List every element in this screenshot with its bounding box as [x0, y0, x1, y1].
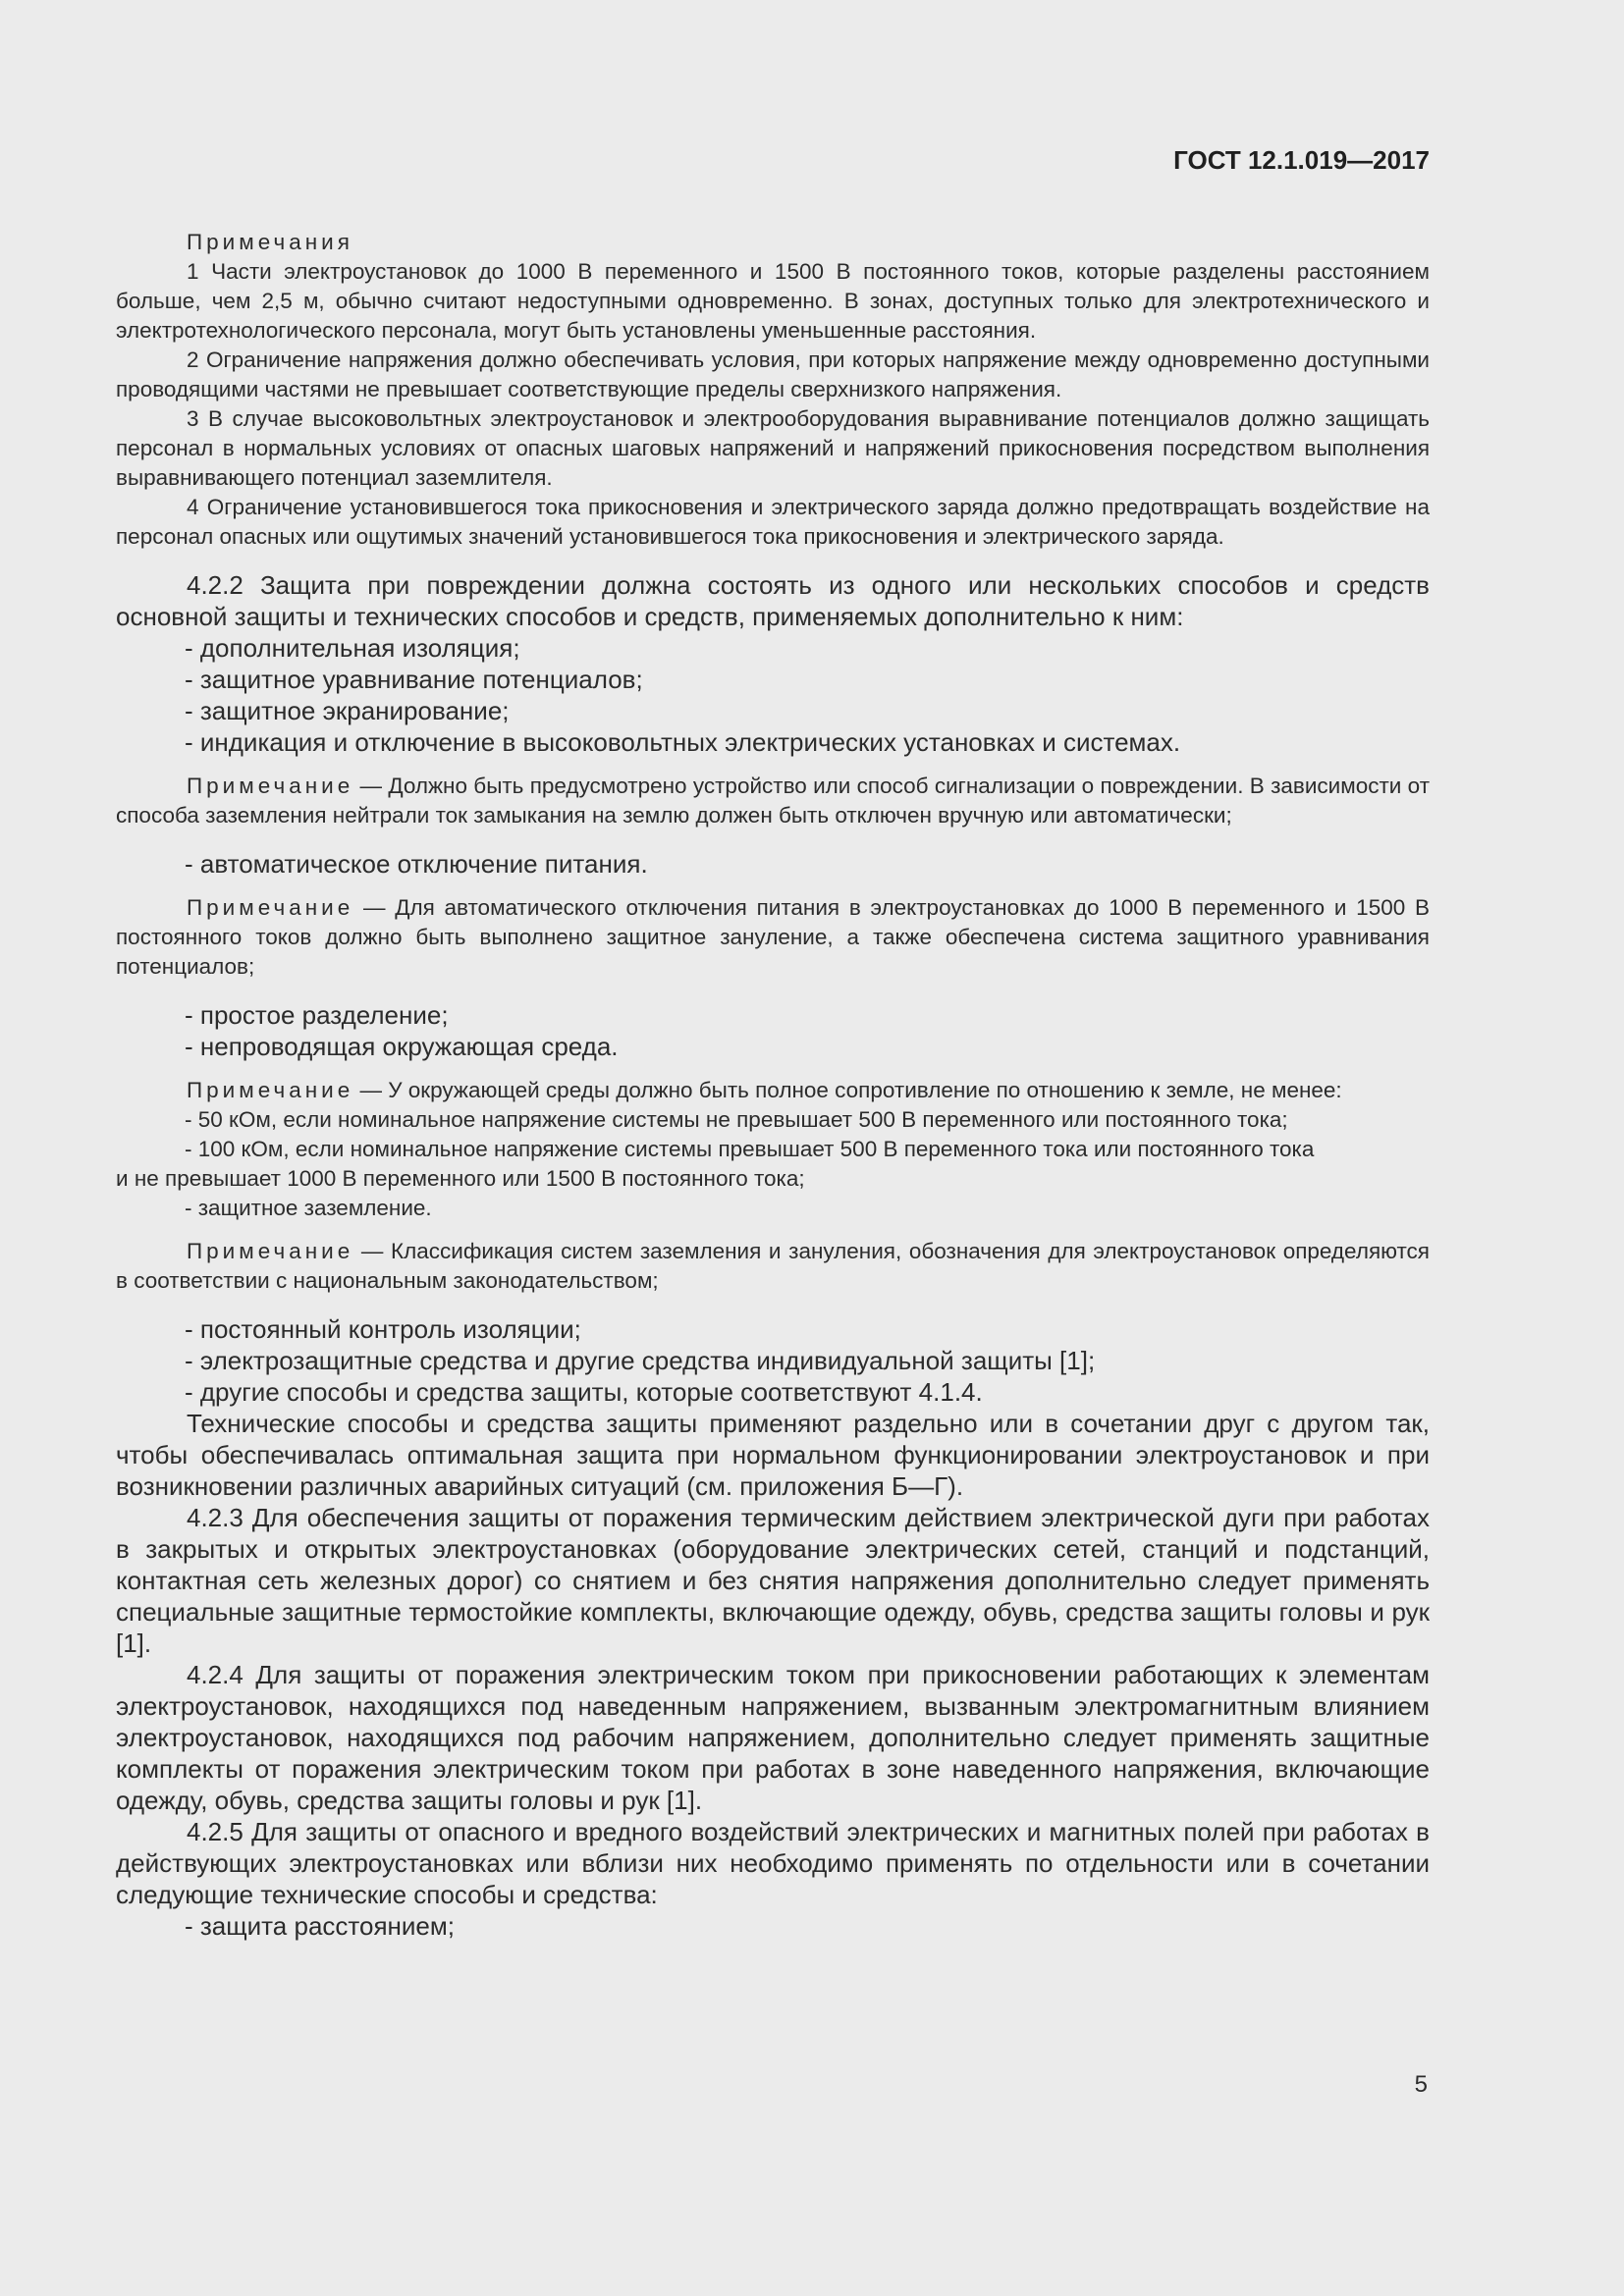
note-2: 2 Ограничение напряжения должно обеспечивать условия, при которых напряжение между одновременно доступными проводящими частями не превышает соответствующие пределы сверхнизкого напряжения. [116, 347, 1430, 401]
list-item: - защитное уравнивание потенциалов; [185, 665, 643, 694]
note-fault-signaling [116, 772, 1430, 830]
list-item: - электрозащитные средства и другие средства индивидуальной защиты [1]; [185, 1346, 1096, 1375]
note-4: 4 Ограничение установившегося тока прикосновения и электрического заряда должно предотвращать воздействие на персонал опасных или ощутимых значений установившегося тока прикосновения и электрического заряда. [116, 495, 1430, 549]
list-item: - защитное экранирование; [185, 696, 510, 725]
note-label: Примечание [187, 1239, 354, 1263]
note-environment [116, 1076, 1430, 1223]
list-item: - автоматическое отключение питания. [185, 849, 648, 879]
section-4-2-2-text: 4.2.2 Защита при повреждении должна состоять из одного или нескольких способов и средств основной защиты и технических способов и средств, применяемых дополнительно к ним: [116, 570, 1430, 631]
list-item: - 100 кОм, если номинальное напряжение системы превышает 500 В переменного тока или постоянного тока [185, 1137, 1315, 1161]
note-text: — Должно быть предусмотрено устройство или способ сигнализации о повреждении. В зависимости от способа заземления нейтрали ток замыкания на землю должен быть отключен вручную или автоматически; [116, 774, 1430, 828]
note-label: Примечание [187, 1078, 354, 1102]
section-4-2-4: 4.2.4 Для защиты от поражения электрическим током при прикосновении работающих к элементам электроустановок, находящихся под наведенным напряжением, вызванным электромагнитным влиянием электроустановок, находящихся под рабочим напряжением, дополнительно следует применять защитные комплекты от поражения электрическим током при работах в зоне наведенного напряжения, включающие одежду, обувь, средства защиты головы и рук [1]. [116, 1660, 1430, 1815]
page-content [116, 228, 1430, 1942]
section-4-2-3: 4.2.3 Для обеспечения защиты от поражения термическим действием электрической дуги при работах в закрытых и открытых электроустановках (оборудование электрических сетей, станций и подстанций, контактная сеть железных дорог) со снятием и без снятия напряжения дополнительно следует применять специальные защитные термостойкие комплекты, включающие одежду, обувь, средства защиты головы и рук [1]. [116, 1503, 1430, 1658]
list-item: - другие способы и средства защиты, которые соответствуют 4.1.4. [185, 1377, 983, 1407]
list-item: - простое разделение; [185, 1000, 449, 1030]
section-4-2-2-continued [116, 1313, 1430, 1942]
list-item: - дополнительная изоляция; [185, 633, 520, 663]
list-item-continuation: и не превышает 1000 В переменного или 1500 В постоянного тока; [116, 1166, 805, 1191]
note-label: Примечание [187, 895, 354, 920]
section-4-2-2 [116, 569, 1430, 758]
notes-block [116, 228, 1430, 552]
note-auto-disconnect [116, 893, 1430, 982]
page-number: 5 [1414, 2071, 1428, 2098]
list-item: - защита расстоянием; [185, 1911, 455, 1941]
section-4-2-5: 4.2.5 Для защиты от опасного и вредного воздействий электрических и магнитных полей при работах в действующих электроустановках или вблизи них необходимо применять по отдельности или в сочетании следующие технические способы и средства: [116, 1817, 1430, 1909]
list-item: - 50 кОм, если номинальное напряжение системы не превышает 500 В переменного или постоянного тока; [185, 1107, 1288, 1132]
list-item: - постоянный контроль изоляции; [185, 1314, 581, 1344]
list-separation [116, 999, 1430, 1062]
list-item: - непроводящая окружающая среда. [185, 1032, 619, 1061]
document-code-header: ГОСТ 12.1.019—2017 [1173, 145, 1430, 175]
list-item: - защитное заземление. [185, 1196, 432, 1220]
note-text: — У окружающей среды должно быть полное сопротивление по отношению к земле, не менее: [353, 1078, 1342, 1102]
note-text: — Классификация систем заземления и зануления, обозначения для электроустановок определяются в соответствии с национальным законодательством; [116, 1239, 1430, 1293]
note-environment-text [116, 1076, 1430, 1105]
note-classification [116, 1237, 1430, 1296]
note-label: Примечание [187, 774, 354, 798]
section-4-2-2-closing: Технические способы и средства защиты применяют раздельно или в сочетании друг с другом так, чтобы обеспечивалась оптимальная защита при нормальном функционировании электроустановок и при возникновении различных аварийных ситуаций (см. приложения Б—Г). [116, 1409, 1430, 1501]
note-1: 1 Части электроустановок до 1000 В переменного и 1500 В постоянного токов, которые разделены расстоянием больше, чем 2,5 м, обычно считают недоступными одновременно. В зонах, доступных только для электротехнического и электротехнологического персонала, могут быть установлены уменьшенные расстояния. [116, 259, 1430, 343]
note-text: — Для автоматического отключения питания в электроустановках до 1000 В переменного и 1500 В постоянного токов должно быть выполнено защитное зануление, а также обеспечена система защитного уравнивания потенциалов; [116, 895, 1430, 979]
notes-title: Примечания [187, 230, 353, 254]
note-3: 3 В случае высоковольтных электроустановок и электрооборудования выравнивание потенциалов должно защищать персонал в нормальных условиях от опасных шаговых напряжений и напряжений прикосновения посредством выполнения выравнивающего потенциал заземлителя. [116, 406, 1430, 490]
list-item: - индикация и отключение в высоковольтных электрических установках и системах. [185, 727, 1181, 757]
